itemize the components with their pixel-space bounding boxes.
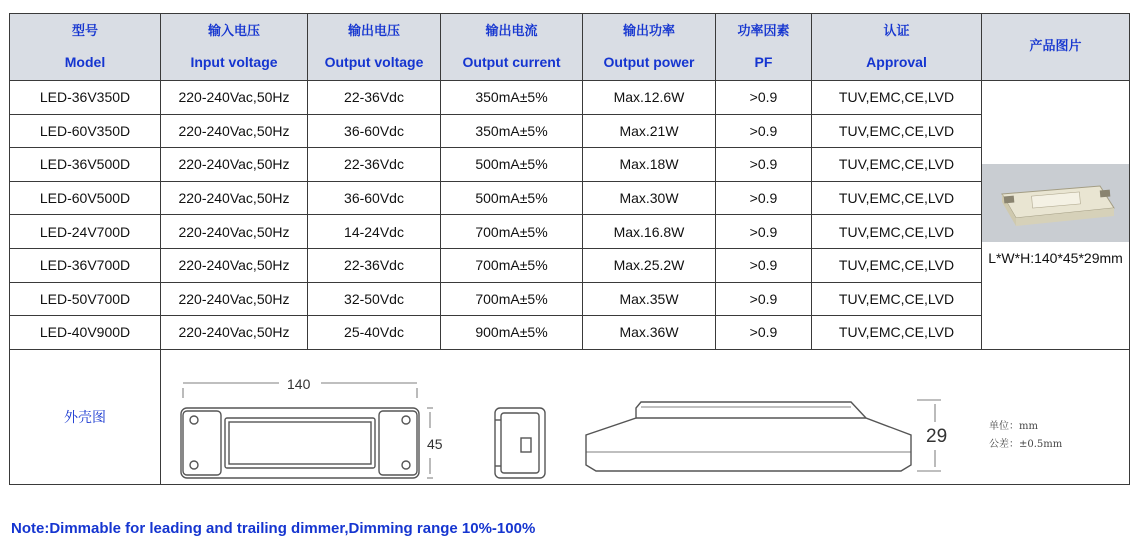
outline-row <box>10 349 1130 484</box>
header-output-current: 输出电流 Output current <box>441 14 583 81</box>
outline-label: 外壳图 <box>64 409 106 426</box>
header-model: 型号 Model <box>10 14 161 81</box>
cell-approval: TUV,EMC,CE,LVD <box>812 81 982 115</box>
length-dimension: 140 <box>287 375 311 392</box>
cell-input: 220-240Vac,50Hz <box>161 181 308 215</box>
cell-pf: >0.9 <box>716 248 812 282</box>
cell-approval: TUV,EMC,CE,LVD <box>812 248 982 282</box>
cell-input: 220-240Vac,50Hz <box>161 148 308 182</box>
table-row <box>10 114 1130 148</box>
cell-output-voltage: 22-36Vdc <box>308 248 441 282</box>
cell-approval: TUV,EMC,CE,LVD <box>812 282 982 316</box>
cell-power: Max.21W <box>583 114 716 148</box>
cell-model: LED-40V900D <box>10 316 161 350</box>
product-image-cell <box>982 81 1130 350</box>
cell-model: LED-36V700D <box>10 248 161 282</box>
cell-input: 220-240Vac,50Hz <box>161 248 308 282</box>
cell-power: Max.36W <box>583 316 716 350</box>
table-row <box>10 81 1130 115</box>
cell-input: 220-240Vac,50Hz <box>161 114 308 148</box>
cell-output-voltage: 36-60Vdc <box>308 181 441 215</box>
cell-pf: >0.9 <box>716 148 812 182</box>
cell-approval: TUV,EMC,CE,LVD <box>812 148 982 182</box>
side-view <box>495 408 545 478</box>
dimming-note: Note:Dimmable for leading and trailing dimmer,Dimming range 10%-100% <box>11 520 536 537</box>
cell-model: LED-60V350D <box>10 114 161 148</box>
cell-input: 220-240Vac,50Hz <box>161 316 308 350</box>
table-row <box>10 316 1130 350</box>
height-dimension: 29 <box>926 425 948 447</box>
width-dimension: 45 <box>427 435 443 452</box>
header-row <box>10 14 1130 81</box>
cell-input: 220-240Vac,50Hz <box>161 215 308 249</box>
header-product-image: 产品图片 <box>982 14 1130 81</box>
housing-outline-drawing <box>161 350 1127 484</box>
cell-current: 350mA±5% <box>441 81 583 115</box>
cell-approval: TUV,EMC,CE,LVD <box>812 181 982 215</box>
cell-current: 700mA±5% <box>441 215 583 249</box>
cell-model: LED-36V350D <box>10 81 161 115</box>
cell-power: Max.30W <box>583 181 716 215</box>
spec-table <box>9 13 1130 485</box>
cell-current: 350mA±5% <box>441 114 583 148</box>
cell-approval: TUV,EMC,CE,LVD <box>812 316 982 350</box>
cell-power: Max.16.8W <box>583 215 716 249</box>
cell-model: LED-36V500D <box>10 148 161 182</box>
cell-pf: >0.9 <box>716 282 812 316</box>
cell-model: LED-50V700D <box>10 282 161 316</box>
cell-pf: >0.9 <box>716 81 812 115</box>
table-row <box>10 282 1130 316</box>
cell-pf: >0.9 <box>716 316 812 350</box>
header-input-voltage: 输入电压 Input voltage <box>161 14 308 81</box>
product-photo <box>982 164 1130 242</box>
table-row <box>10 148 1130 182</box>
table-row <box>10 181 1130 215</box>
cell-power: Max.25.2W <box>583 248 716 282</box>
cell-power: Max.18W <box>583 148 716 182</box>
cell-output-voltage: 36-60Vdc <box>308 114 441 148</box>
header-output-power: 输出功率 Output power <box>583 14 716 81</box>
cell-pf: >0.9 <box>716 114 812 148</box>
tolerance-note: 公差：±0.5mm <box>989 438 1063 450</box>
header-approval: 认证 Approval <box>812 14 982 81</box>
unit-note: 单位：mm <box>989 420 1038 432</box>
cell-model: LED-60V500D <box>10 181 161 215</box>
outline-drawing-cell <box>161 349 1130 484</box>
cell-current: 700mA±5% <box>441 248 583 282</box>
top-view <box>181 383 433 478</box>
cell-output-voltage: 25-40Vdc <box>308 316 441 350</box>
cell-input: 220-240Vac,50Hz <box>161 81 308 115</box>
header-pf: 功率因素 PF <box>716 14 812 81</box>
outline-label-cell <box>10 349 161 484</box>
cell-current: 900mA±5% <box>441 316 583 350</box>
cell-approval: TUV,EMC,CE,LVD <box>812 215 982 249</box>
cell-output-voltage: 32-50Vdc <box>308 282 441 316</box>
cell-current: 500mA±5% <box>441 181 583 215</box>
cell-model: LED-24V700D <box>10 215 161 249</box>
product-dimensions: L*W*H:140*45*29mm <box>988 249 1123 266</box>
cell-pf: >0.9 <box>716 215 812 249</box>
header-output-voltage: 输出电压 Output voltage <box>308 14 441 81</box>
cell-input: 220-240Vac,50Hz <box>161 282 308 316</box>
cell-pf: >0.9 <box>716 181 812 215</box>
cell-output-voltage: 22-36Vdc <box>308 148 441 182</box>
cell-power: Max.12.6W <box>583 81 716 115</box>
cell-output-voltage: 22-36Vdc <box>308 81 441 115</box>
cell-current: 700mA±5% <box>441 282 583 316</box>
cell-power: Max.35W <box>583 282 716 316</box>
table-row <box>10 215 1130 249</box>
table-row <box>10 248 1130 282</box>
cell-current: 500mA±5% <box>441 148 583 182</box>
front-view <box>586 400 941 471</box>
cell-output-voltage: 14-24Vdc <box>308 215 441 249</box>
cell-approval: TUV,EMC,CE,LVD <box>812 114 982 148</box>
